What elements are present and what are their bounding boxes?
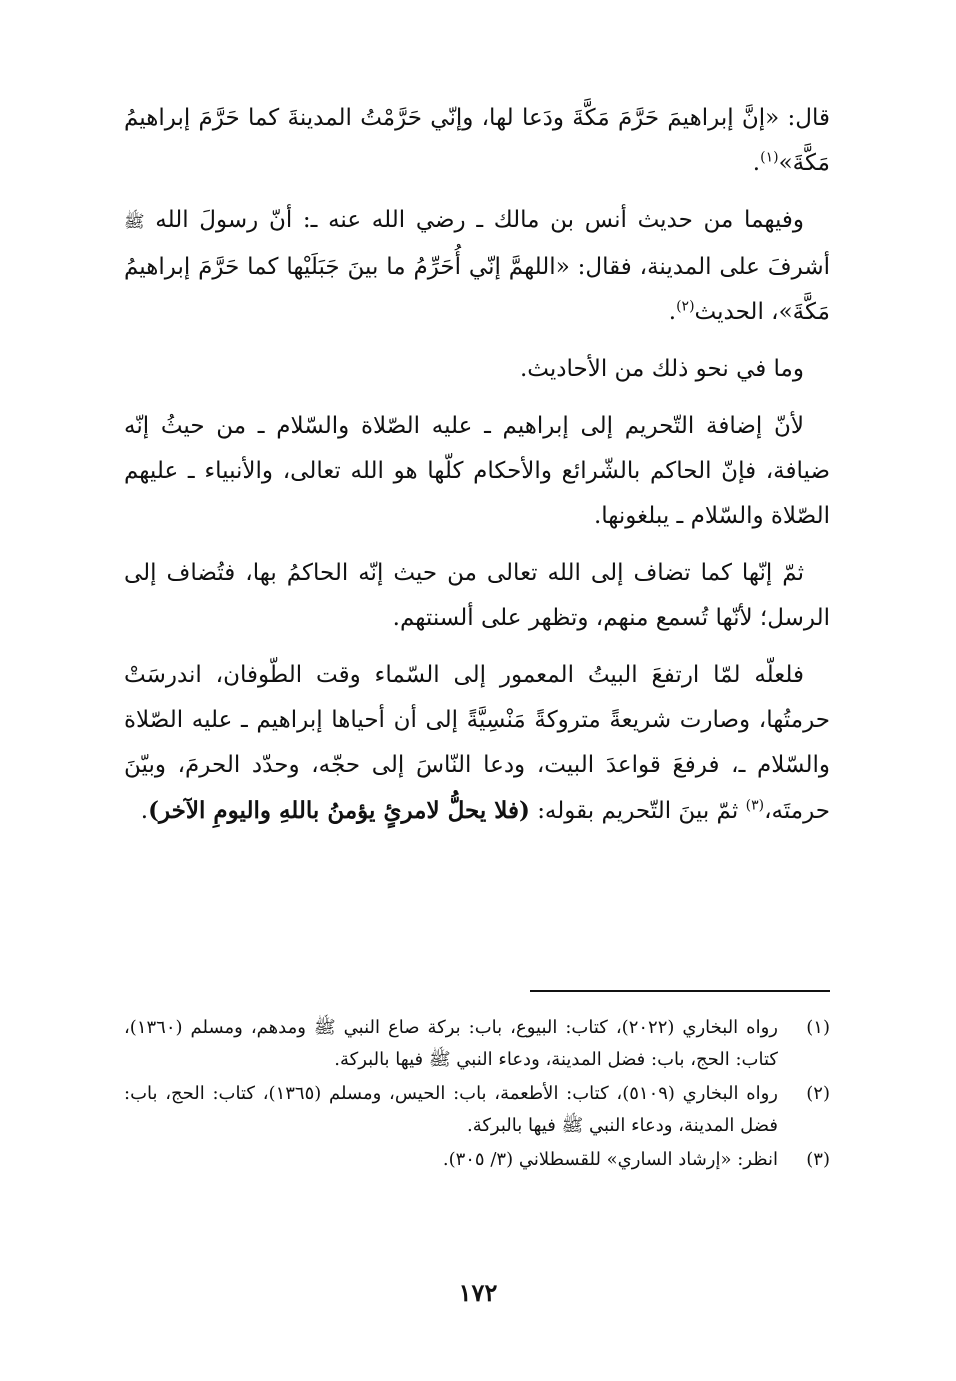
footnote-2-text: رواه البخاري (٥١٠٩)، كتاب: الأطعمة، باب: الحيس، ومسلم (١٣٦٥)، كتاب: الحج، باب: فضل المدينة، ودعاء النبي ﷺ فيها بالبركة.	[124, 1083, 779, 1136]
paragraph-4-text: لأنّ إضافة التّحريم إلى إبراهيم ـ عليه الصّلاة والسّلام ـ من حيثُ إنّه ضيافة، فإنّ الحاكم بالشّرائع والأحكام كلّها هو الله تعالى، والأنبياء ـ عليهم الصّلاة والسّلام ـ يبلغونها.	[124, 413, 830, 529]
paragraph-2-text-middle: أشرفَ على المدينة، فقال: «اللهمَّ إنّي أُحَرِّمُ ما بينَ جَبَلَيْها كما حَرَّمَ إبراهيمُ مَكَّةَ»، الحديث	[124, 254, 830, 325]
paragraph-6-text-start: فلعلّه لمّا ارتفعَ البيتُ المعمور إلى السّماء وقت الطّوفان، اندرسَتْ حرمتُها، وصارت شريعةً متروكةً مَنْسِيَّةً إلى أن أحياها إبراهيم ـ عليه الصّلاة والسّلام ـ، فرفعَ قواعدَ البيت، ودعا النّاسَ إلى حجّه، وحدّد الحرمَ، وبيّنَ حرمتَه،	[124, 662, 830, 824]
footnote-3-number: (٣)	[806, 1149, 830, 1170]
paragraph-3-text: وما في نحو ذلك من الأحاديث.	[519, 356, 804, 382]
paragraph-6	[124, 653, 830, 834]
salla-symbol: ﷺ	[124, 212, 145, 232]
quran-verse: (فلا يحلُّ لامرئٍ يؤمنُ باللهِ واليومِ الآخر)	[148, 797, 530, 824]
paragraph-2-end: .	[668, 299, 677, 325]
paragraph-6-text-middle: ثمّ بينَ التّحريم بقوله:	[537, 798, 739, 824]
footnote-ref-3: (٣)	[745, 797, 765, 814]
footnote-ref-2: (٢)	[676, 298, 695, 315]
paragraph-2-text-start: وفيهما من حديث أنس بن مالك ـ رضي الله عنه ـ: أنّ رسولَ الله	[155, 207, 805, 233]
footnote-2-number: (٢)	[806, 1083, 830, 1104]
paragraph-4	[124, 404, 830, 539]
footnote-3-text: انظر: «إرشاد الساري» للقسطلاني (٣/ ٣٠٥).	[442, 1149, 778, 1170]
paragraph-2	[124, 198, 830, 335]
footnote-separator	[530, 990, 830, 992]
paragraph-5-text: ثمّ إنّها كما تضاف إلى الله تعالى من حيث إنّه الحاكمُ بها، فتُضاف إلى الرسل؛ لأنّها تُسمع منهم، وتظهر على ألسنتهم.	[124, 560, 830, 631]
paragraph-1-text: قال: «إنَّ إبراهيمَ حَرَّمَ مَكَّةَ ودَعا لها، وإنّي حَرَّمْتُ المدينةَ كما حَرَّمَ إبراهيمُ مَكَّةَ»	[124, 105, 830, 176]
paragraph-5	[124, 551, 830, 641]
paragraph-6-end: .	[140, 798, 149, 824]
footnote-1-text: رواه البخاري (٢٠٢٢)، كتاب: البيوع، باب: بركة صاع النبي ﷺ ومدهم، ومسلم (١٣٦٠)، كتاب: الحج، باب: فضل المدينة، ودعاء النبي ﷺ فيها بالبركة.	[124, 1017, 778, 1070]
paragraph-1-end: .	[752, 150, 761, 176]
paragraph-1	[124, 96, 830, 186]
footnote-3	[124, 1144, 830, 1176]
footnotes-section	[124, 1012, 830, 1178]
page-number: ١٧٢	[458, 1278, 498, 1307]
paragraph-3	[124, 347, 830, 392]
main-text-body	[124, 96, 830, 846]
footnote-2	[124, 1078, 830, 1142]
footnote-ref-1: (١)	[760, 149, 779, 166]
footnote-1	[124, 1012, 830, 1076]
footnote-1-number: (١)	[806, 1017, 830, 1038]
